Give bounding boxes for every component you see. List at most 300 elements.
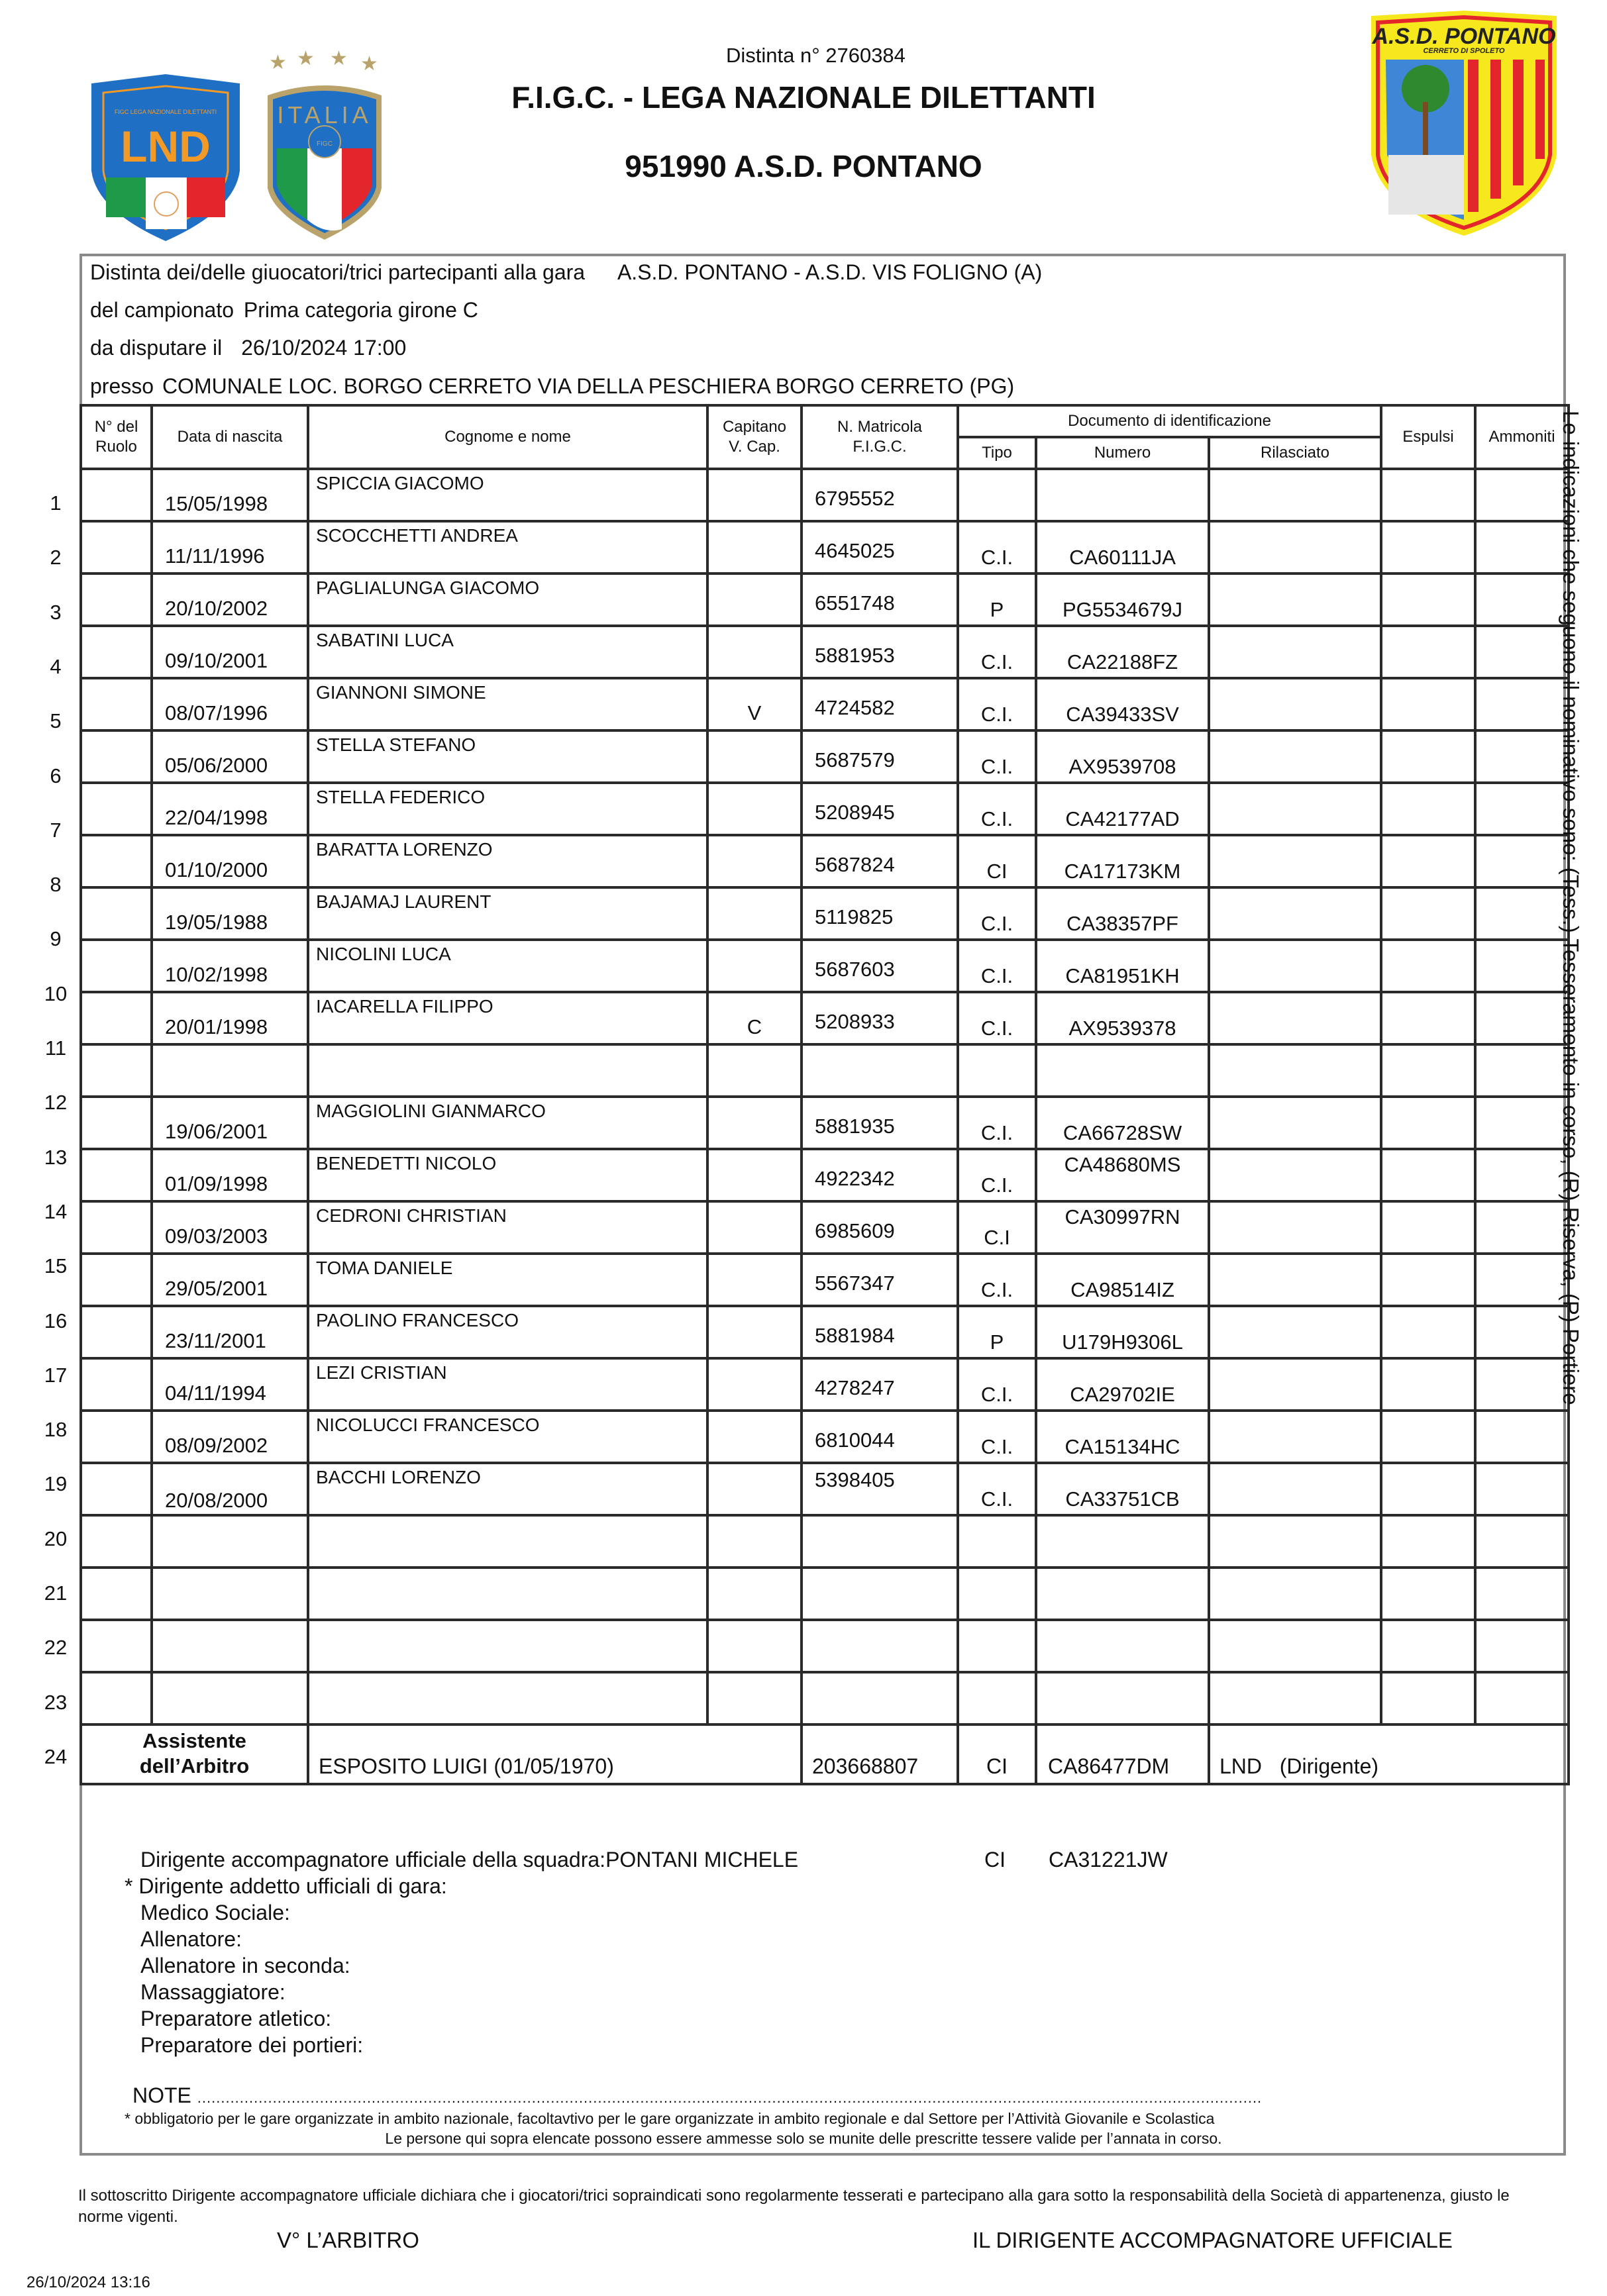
cell-ammoniti — [1475, 940, 1569, 992]
cell-tipo: C.I. — [958, 678, 1036, 730]
cell-espulsi — [1381, 626, 1475, 678]
figc-italia-logo — [264, 49, 386, 242]
cell-tipo: C.I — [958, 1201, 1036, 1254]
cell-tipo: C.I. — [958, 1149, 1036, 1201]
cell-ammoniti — [1475, 1463, 1569, 1515]
side-legend: Le indicazioni che seguono il nominativo sono: (Tess.) Tesseramento in corso, (R) Riserva, (P) Portiere — [1559, 411, 1583, 1405]
championship-value: Prima categoria girone C — [243, 298, 478, 322]
cell-capitano — [707, 1568, 802, 1620]
cell-ruolo — [81, 626, 152, 678]
cell-nome: CEDRONI CHRISTIAN — [308, 1201, 707, 1254]
preparatore-portieri-label: Preparatore dei portieri: — [140, 2033, 364, 2057]
table-row — [81, 1254, 1569, 1306]
cell-ruolo — [81, 521, 152, 574]
cell-nome: BAJAMAJ LAURENT — [308, 887, 707, 940]
allenatore-seconda-label: Allenatore in seconda: — [140, 1954, 350, 1977]
cell-numero: PG5534679J — [1036, 574, 1209, 626]
cell-rilasciato — [1209, 1463, 1381, 1515]
header-ammoniti: Ammoniti — [1475, 405, 1569, 469]
row-number: 8 — [50, 873, 62, 897]
cell-ammoniti — [1475, 626, 1569, 678]
cell-numero: CA30997RN — [1036, 1201, 1209, 1254]
cell-capitano — [707, 940, 802, 992]
cell-rilasciato — [1209, 626, 1381, 678]
header-matricola: N. Matricola F.I.G.C. — [802, 405, 958, 469]
assistant-name: ESPOSITO LUIGI (01/05/1970) — [319, 1754, 614, 1778]
cell-nascita: 01/10/2000 — [152, 835, 308, 887]
header-rilasciato: Rilasciato — [1209, 437, 1381, 469]
cell-capitano — [707, 887, 802, 940]
cell-ammoniti — [1475, 835, 1569, 887]
row-number: 11 — [44, 1036, 67, 1060]
cell-capitano: C — [707, 992, 802, 1044]
match-label: Distinta dei/delle giuocatori/trici partecipanti alla gara — [90, 260, 586, 284]
cell-tipo: C.I. — [958, 1254, 1036, 1306]
cell-capitano — [707, 835, 802, 887]
cell-nascita — [152, 1620, 308, 1672]
cell-nascita: 20/08/2000 — [152, 1463, 308, 1515]
cell-ruolo — [81, 835, 152, 887]
cell-tipo — [958, 1672, 1036, 1724]
cell-capitano — [707, 1254, 802, 1306]
cell-ruolo — [81, 1201, 152, 1254]
cell-nome: BENEDETTI NICOLO — [308, 1149, 707, 1201]
cell-numero: CA42177AD — [1036, 783, 1209, 835]
cell-matricola: 5398405 — [802, 1463, 958, 1515]
svg-text:★: ★ — [360, 52, 378, 75]
cell-rilasciato — [1209, 940, 1381, 992]
cell-matricola: 4278247 — [802, 1358, 958, 1411]
cell-ammoniti — [1475, 1097, 1569, 1149]
cell-numero: CA60111JA — [1036, 521, 1209, 574]
table-row — [81, 1672, 1569, 1724]
cell-tipo: CI — [958, 835, 1036, 887]
cell-nome — [308, 1515, 707, 1568]
row-number: 7 — [50, 818, 62, 842]
dirigente-signature-label: IL DIRIGENTE ACCOMPAGNATORE UFFICIALE — [972, 2228, 1453, 2252]
medico-label: Medico Sociale: — [140, 1901, 290, 1924]
cell-nome: NICOLINI LUCA — [308, 940, 707, 992]
cell-nome: BACCHI LORENZO — [308, 1463, 707, 1515]
cell-matricola — [802, 1672, 958, 1724]
cell-nascita: 19/05/1988 — [152, 887, 308, 940]
cell-capitano — [707, 1463, 802, 1515]
cell-ruolo — [81, 574, 152, 626]
cell-nascita: 10/02/1998 — [152, 940, 308, 992]
table-row — [81, 678, 1569, 730]
cell-numero: CA29702IE — [1036, 1358, 1209, 1411]
cell-nome: SPICCIA GIACOMO — [308, 469, 707, 521]
cell-nascita: 09/10/2001 — [152, 626, 308, 678]
cell-rilasciato — [1209, 730, 1381, 783]
table-row — [81, 1306, 1569, 1358]
cell-tipo: P — [958, 1306, 1036, 1358]
svg-text:★: ★ — [297, 49, 315, 70]
svg-text:LND: LND — [121, 122, 211, 171]
players-table — [79, 404, 1570, 1785]
row-number: 1 — [50, 491, 62, 515]
cell-numero: CA98514IZ — [1036, 1254, 1209, 1306]
header-tipo: Tipo — [958, 437, 1036, 469]
cell-numero: CA17173KM — [1036, 835, 1209, 887]
cell-rilasciato — [1209, 1358, 1381, 1411]
cell-rilasciato — [1209, 1411, 1381, 1463]
dirigente-name: PONTANI MICHELE — [605, 1848, 799, 1872]
table-row — [81, 626, 1569, 678]
cell-nascita — [152, 1568, 308, 1620]
allenatore-label: Allenatore: — [140, 1927, 242, 1951]
cell-matricola: 6795552 — [802, 469, 958, 521]
cell-tipo: C.I. — [958, 521, 1036, 574]
cell-rilasciato — [1209, 678, 1381, 730]
cell-tipo — [958, 1044, 1036, 1097]
cell-matricola: 5687579 — [802, 730, 958, 783]
assistant-doc-type: CI — [986, 1754, 1008, 1778]
cell-ruolo — [81, 1672, 152, 1724]
cell-matricola: 5881953 — [802, 626, 958, 678]
cell-nome: MAGGIOLINI GIANMARCO — [308, 1097, 707, 1149]
cell-matricola — [802, 1515, 958, 1568]
cell-numero: AX9539708 — [1036, 730, 1209, 783]
cell-espulsi — [1381, 1411, 1475, 1463]
distinta-number: Distinta n° 2760384 — [726, 44, 906, 67]
row-number: 19 — [44, 1472, 68, 1496]
cell-ammoniti — [1475, 1044, 1569, 1097]
cell-ammoniti — [1475, 1568, 1569, 1620]
cell-espulsi — [1381, 1044, 1475, 1097]
cell-espulsi — [1381, 574, 1475, 626]
header-documento: Documento di identificazione — [958, 405, 1381, 437]
cell-espulsi — [1381, 1201, 1475, 1254]
cell-ammoniti — [1475, 1201, 1569, 1254]
cell-ammoniti — [1475, 730, 1569, 783]
cell-nascita: 04/11/1994 — [152, 1358, 308, 1411]
dirigente-doc-number: CA31221JW — [1049, 1848, 1168, 1872]
row-number: 17 — [44, 1363, 68, 1387]
match-value: A.S.D. PONTANO - A.S.D. VIS FOLIGNO (A) — [617, 260, 1043, 284]
header-numero: Numero — [1036, 437, 1209, 469]
cell-rilasciato — [1209, 1620, 1381, 1672]
cell-numero: CA66728SW — [1036, 1097, 1209, 1149]
table-row — [81, 574, 1569, 626]
cell-matricola: 5567347 — [802, 1254, 958, 1306]
svg-text:CERRETO DI SPOLETO: CERRETO DI SPOLETO — [1423, 47, 1505, 55]
cell-tipo: C.I. — [958, 1097, 1036, 1149]
row-number: 21 — [44, 1581, 68, 1605]
cell-rilasciato — [1209, 1515, 1381, 1568]
cell-numero: CA39433SV — [1036, 678, 1209, 730]
row-number: 13 — [44, 1145, 68, 1169]
cell-matricola: 4645025 — [802, 521, 958, 574]
cell-numero: U179H9306L — [1036, 1306, 1209, 1358]
row-number: 5 — [50, 709, 62, 733]
declaration-text: Il sottoscritto Dirigente accompagnatore ufficiale dichiara che i giocatori/trici sopraindicati sono regolarmente tesserati e partecipano alla gara sotto la responsabilità della Società di appartenenza, giusto le norme vigenti. — [78, 2187, 1510, 2226]
cell-nome: SCOCCHETTI ANDREA — [308, 521, 707, 574]
cell-ammoniti — [1475, 1254, 1569, 1306]
cell-ammoniti — [1475, 1515, 1569, 1568]
cell-matricola: 5881935 — [802, 1097, 958, 1149]
addetto-label: * Dirigente addetto ufficiali di gara: — [125, 1874, 447, 1898]
cell-rilasciato — [1209, 783, 1381, 835]
cell-espulsi — [1381, 940, 1475, 992]
cell-capitano — [707, 1358, 802, 1411]
note-field[interactable]: NOTE .................................................................................................................................................................................................................................. — [132, 2083, 1263, 2107]
cell-espulsi — [1381, 783, 1475, 835]
cell-ammoniti — [1475, 1306, 1569, 1358]
cell-ruolo — [81, 1149, 152, 1201]
cell-capitano — [707, 1515, 802, 1568]
cell-ammoniti — [1475, 783, 1569, 835]
cell-ruolo — [81, 730, 152, 783]
row-number: 20 — [44, 1526, 68, 1550]
row-number: 10 — [44, 981, 68, 1005]
cell-tipo: C.I. — [958, 1411, 1036, 1463]
cell-rilasciato — [1209, 1672, 1381, 1724]
cell-ruolo — [81, 1306, 152, 1358]
cell-matricola — [802, 1044, 958, 1097]
dirigente-doc-type: CI — [984, 1848, 1006, 1872]
cell-tipo: C.I. — [958, 626, 1036, 678]
cell-nome: LEZI CRISTIAN — [308, 1358, 707, 1411]
cell-nascita: 29/05/2001 — [152, 1254, 308, 1306]
cell-espulsi — [1381, 730, 1475, 783]
header-nome: Cognome e nome — [308, 405, 707, 469]
svg-text:★: ★ — [269, 51, 287, 74]
cell-tipo — [958, 469, 1036, 521]
cell-tipo: C.I. — [958, 1463, 1036, 1515]
cell-capitano — [707, 1201, 802, 1254]
cell-espulsi — [1381, 1306, 1475, 1358]
venue-line — [90, 374, 1014, 399]
row-number: 3 — [50, 600, 62, 624]
cell-matricola: 5687824 — [802, 835, 958, 887]
table-row — [81, 1463, 1569, 1515]
cell-tipo: P — [958, 574, 1036, 626]
cell-ruolo — [81, 1463, 152, 1515]
cell-ruolo — [81, 1515, 152, 1568]
cell-matricola: 6985609 — [802, 1201, 958, 1254]
cell-rilasciato — [1209, 1306, 1381, 1358]
cell-capitano — [707, 1411, 802, 1463]
cell-nome: IACARELLA FILIPPO — [308, 992, 707, 1044]
footnote: * obbligatorio per le gare organizzate in ambito nazionale, facoltavtivo per le gare organizzate in ambito regionale e dal Settore per l’Attività Giovanile e Scolastica — [125, 2110, 1215, 2127]
cell-rilasciato — [1209, 992, 1381, 1044]
cell-tipo — [958, 1515, 1036, 1568]
row-number: 9 — [50, 927, 62, 951]
cell-numero: CA15134HC — [1036, 1411, 1209, 1463]
cell-capitano: V — [707, 678, 802, 730]
cell-numero — [1036, 1515, 1209, 1568]
table-row — [81, 1097, 1569, 1149]
cell-nascita: 23/11/2001 — [152, 1306, 308, 1358]
cell-ruolo — [81, 887, 152, 940]
assistant-referee-row — [81, 1724, 1569, 1784]
row-number: 6 — [50, 764, 62, 787]
header-espulsi: Espulsi — [1381, 405, 1475, 469]
row-number: 16 — [44, 1309, 68, 1332]
table-row — [81, 1201, 1569, 1254]
svg-text:★: ★ — [330, 49, 348, 70]
cell-matricola — [802, 1620, 958, 1672]
cell-numero: CA48680MS — [1036, 1149, 1209, 1201]
cell-capitano — [707, 1672, 802, 1724]
club-crest-logo — [1369, 9, 1559, 237]
cell-espulsi — [1381, 1358, 1475, 1411]
date-line — [90, 336, 406, 360]
cell-espulsi — [1381, 678, 1475, 730]
cell-ammoniti — [1475, 521, 1569, 574]
svg-text:FIGC: FIGC — [317, 140, 333, 148]
cell-ammoniti — [1475, 1620, 1569, 1672]
cell-numero: CA22188FZ — [1036, 626, 1209, 678]
date-value: 26/10/2024 17:00 — [241, 336, 407, 360]
cell-nascita: 15/05/1998 — [152, 469, 308, 521]
cell-matricola: 5119825 — [802, 887, 958, 940]
table-row — [81, 1149, 1569, 1201]
header-ruolo: N° del Ruolo — [81, 405, 152, 469]
cell-matricola: 4724582 — [802, 678, 958, 730]
cell-tipo: C.I. — [958, 783, 1036, 835]
cell-nome: BARATTA LORENZO — [308, 835, 707, 887]
cell-ruolo — [81, 1620, 152, 1672]
table-row — [81, 1568, 1569, 1620]
cell-nascita: 20/10/2002 — [152, 574, 308, 626]
cell-ruolo — [81, 1254, 152, 1306]
cell-nome: TOMA DANIELE — [308, 1254, 707, 1306]
cell-espulsi — [1381, 1672, 1475, 1724]
dirigente-line: Dirigente accompagnatore ufficiale della squadra:PONTANI MICHELE — [140, 1848, 799, 1872]
cell-matricola — [802, 1568, 958, 1620]
cell-ruolo — [81, 1358, 152, 1411]
cell-ruolo — [81, 940, 152, 992]
massaggiatore-label: Massaggiatore: — [140, 1980, 285, 2004]
cell-nascita: 09/03/2003 — [152, 1201, 308, 1254]
cell-nome: STELLA FEDERICO — [308, 783, 707, 835]
cell-nome — [308, 1044, 707, 1097]
cell-ammoniti — [1475, 1149, 1569, 1201]
assistant-referee-label: Assistente dell’Arbitro — [139, 1729, 250, 1777]
cell-capitano — [707, 574, 802, 626]
cell-nascita — [152, 1044, 308, 1097]
cell-nome: NICOLUCCI FRANCESCO — [308, 1411, 707, 1463]
cell-nome: STELLA STEFANO — [308, 730, 707, 783]
cell-tipo: C.I. — [958, 887, 1036, 940]
championship-label: del campionato — [90, 298, 234, 322]
cell-nome — [308, 1672, 707, 1724]
table-row — [81, 835, 1569, 887]
row-number: 4 — [50, 654, 62, 678]
assistant-doc-number: CA86477DM — [1048, 1754, 1170, 1778]
cell-ruolo — [81, 992, 152, 1044]
cell-matricola: 4922342 — [802, 1149, 958, 1201]
championship-line — [90, 298, 478, 323]
cell-espulsi — [1381, 1568, 1475, 1620]
header-nascita: Data di nascita — [152, 405, 308, 469]
cell-ruolo — [81, 469, 152, 521]
cell-ammoniti — [1475, 992, 1569, 1044]
cell-matricola: 6551748 — [802, 574, 958, 626]
cell-numero — [1036, 1568, 1209, 1620]
table-row — [81, 1620, 1569, 1672]
cell-capitano — [707, 1044, 802, 1097]
table-row — [81, 992, 1569, 1044]
federation-title: F.I.G.C. - LEGA NAZIONALE DILETTANTI — [511, 80, 1096, 115]
row-number: 23 — [44, 1690, 68, 1714]
table-row — [81, 1044, 1569, 1097]
cell-ruolo — [81, 1568, 152, 1620]
cell-ammoniti — [1475, 678, 1569, 730]
cell-ammoniti — [1475, 1411, 1569, 1463]
table-row — [81, 730, 1569, 783]
header-capitano: Capitano V. Cap. — [707, 405, 802, 469]
cell-nascita: 19/06/2001 — [152, 1097, 308, 1149]
cell-matricola: 5881984 — [802, 1306, 958, 1358]
cell-nascita: 08/07/1996 — [152, 678, 308, 730]
cell-ruolo — [81, 783, 152, 835]
cell-capitano — [707, 469, 802, 521]
cell-espulsi — [1381, 469, 1475, 521]
cell-rilasciato — [1209, 574, 1381, 626]
row-number: 18 — [44, 1418, 68, 1442]
row-number: 22 — [44, 1636, 68, 1660]
cell-numero — [1036, 1672, 1209, 1724]
cell-espulsi — [1381, 992, 1475, 1044]
cell-rilasciato — [1209, 1254, 1381, 1306]
cell-espulsi — [1381, 1463, 1475, 1515]
cell-matricola: 6810044 — [802, 1411, 958, 1463]
cell-nascita: 22/04/1998 — [152, 783, 308, 835]
cell-rilasciato — [1209, 887, 1381, 940]
cell-rilasciato — [1209, 1201, 1381, 1254]
cell-nome — [308, 1620, 707, 1672]
cell-tipo: C.I. — [958, 1358, 1036, 1411]
cell-numero — [1036, 1620, 1209, 1672]
assistant-matricola: 203668807 — [812, 1754, 919, 1778]
cell-tipo: C.I. — [958, 992, 1036, 1044]
cell-ruolo — [81, 1044, 152, 1097]
cell-tipo — [958, 1568, 1036, 1620]
cell-nome — [308, 1568, 707, 1620]
cell-ammoniti — [1475, 469, 1569, 521]
cell-ammoniti — [1475, 1358, 1569, 1411]
row-number: 2 — [50, 546, 62, 570]
cell-ammoniti — [1475, 574, 1569, 626]
svg-text:FIGC LEGA NAZIONALE DILETTANTI: FIGC LEGA NAZIONALE DILETTANTI — [114, 109, 217, 115]
cell-rilasciato — [1209, 835, 1381, 887]
svg-text:ITALIA: ITALIA — [277, 101, 372, 128]
cell-numero — [1036, 469, 1209, 521]
cell-nascita — [152, 1672, 308, 1724]
row-number: 12 — [44, 1091, 68, 1115]
cell-nascita: 20/01/1998 — [152, 992, 308, 1044]
preparatore-atletico-label: Preparatore atletico: — [140, 2007, 332, 2030]
cell-nascita: 05/06/2000 — [152, 730, 308, 783]
table-row — [81, 1358, 1569, 1411]
table-row — [81, 783, 1569, 835]
cell-matricola: 5687603 — [802, 940, 958, 992]
cell-matricola: 5208945 — [802, 783, 958, 835]
cell-espulsi — [1381, 521, 1475, 574]
row-number: 15 — [44, 1254, 68, 1278]
cell-nascita: 08/09/2002 — [152, 1411, 308, 1463]
cell-nascita: 11/11/1996 — [152, 521, 308, 574]
cell-espulsi — [1381, 1620, 1475, 1672]
cell-nome: SABATINI LUCA — [308, 626, 707, 678]
cell-tipo — [958, 1620, 1036, 1672]
cell-capitano — [707, 626, 802, 678]
table-row — [81, 521, 1569, 574]
cell-capitano — [707, 783, 802, 835]
